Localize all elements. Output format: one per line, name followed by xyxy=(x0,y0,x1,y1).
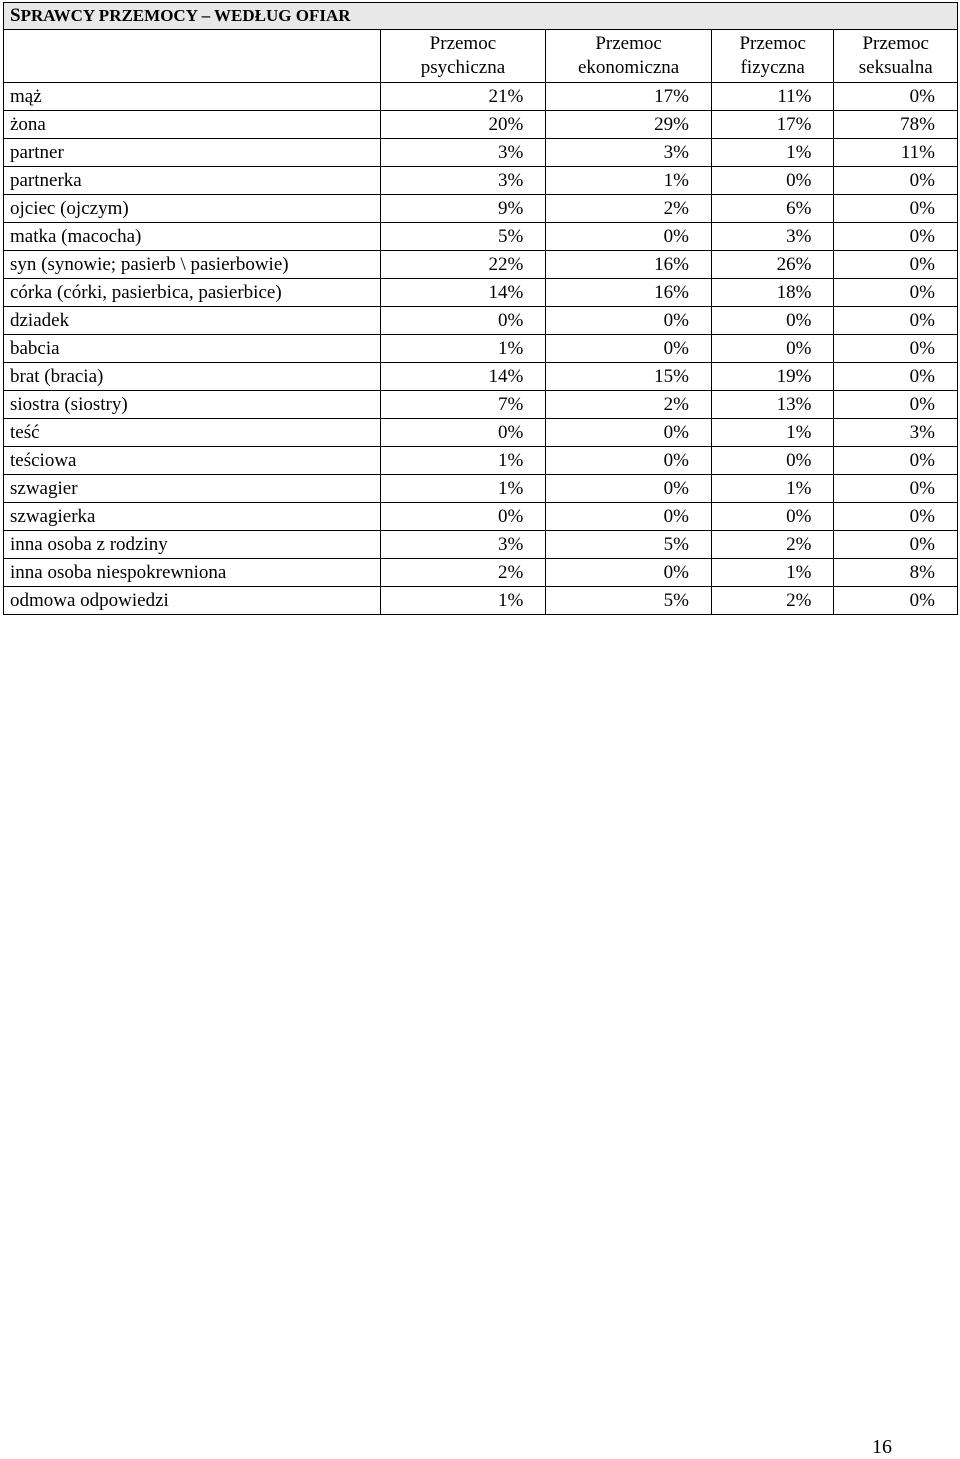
table-cell: 8% xyxy=(834,559,958,587)
table-title-initial: S xyxy=(10,5,21,26)
table-cell: 11% xyxy=(834,139,958,167)
column-header-line: Przemoc xyxy=(739,33,806,54)
column-header-line: Przemoc xyxy=(862,33,929,54)
page-number: 16 xyxy=(872,1436,892,1458)
table-cell: 17% xyxy=(546,83,712,111)
table-cell: 16% xyxy=(546,279,712,307)
header-empty-cell xyxy=(4,30,381,83)
table-cell: 14% xyxy=(380,363,546,391)
table-row xyxy=(4,195,958,223)
table-cell: 21% xyxy=(380,83,546,111)
table-row xyxy=(4,83,958,111)
table-cell: 3% xyxy=(380,139,546,167)
column-header-economic xyxy=(546,30,712,83)
table-row xyxy=(4,279,958,307)
table-cell: 0% xyxy=(711,167,834,195)
table-cell: 0% xyxy=(546,447,712,475)
table-cell: 0% xyxy=(380,503,546,531)
table-cell: 0% xyxy=(834,587,958,615)
table-row xyxy=(4,587,958,615)
table-cell: 0% xyxy=(834,335,958,363)
table-title-rest: PRAWCY PRZEMOCY – WEDŁUG OFIAR xyxy=(20,6,351,25)
table-cell: 2% xyxy=(380,559,546,587)
table-row xyxy=(4,447,958,475)
table-cell: 3% xyxy=(711,223,834,251)
table-cell: 0% xyxy=(834,363,958,391)
table-title-row xyxy=(4,3,958,30)
row-label: babcia xyxy=(4,335,381,363)
table-cell: 0% xyxy=(546,503,712,531)
table-cell: 0% xyxy=(546,475,712,503)
row-label: teść xyxy=(4,419,381,447)
table-row xyxy=(4,475,958,503)
table-cell: 2% xyxy=(546,195,712,223)
table-cell: 29% xyxy=(546,111,712,139)
column-header-line: Przemoc xyxy=(595,33,662,54)
row-label: dziadek xyxy=(4,307,381,335)
table-cell: 0% xyxy=(711,503,834,531)
table-row xyxy=(4,391,958,419)
table-cell: 5% xyxy=(546,531,712,559)
table-row xyxy=(4,419,958,447)
table-cell: 0% xyxy=(834,223,958,251)
column-header-row xyxy=(4,30,958,83)
table-cell: 2% xyxy=(546,391,712,419)
column-header-psychological xyxy=(380,30,546,83)
table-row xyxy=(4,531,958,559)
table-cell: 13% xyxy=(711,391,834,419)
table-row xyxy=(4,139,958,167)
table-cell: 0% xyxy=(546,335,712,363)
table-row xyxy=(4,167,958,195)
table-cell: 0% xyxy=(834,475,958,503)
table-cell: 0% xyxy=(834,251,958,279)
table-cell: 1% xyxy=(711,419,834,447)
table-cell: 14% xyxy=(380,279,546,307)
table-cell: 2% xyxy=(711,587,834,615)
table-cell: 0% xyxy=(834,167,958,195)
row-label: mąż xyxy=(4,83,381,111)
table-cell: 2% xyxy=(711,531,834,559)
table-cell: 6% xyxy=(711,195,834,223)
table-cell: 1% xyxy=(380,335,546,363)
row-label: córka (córki, pasierbica, pasierbice) xyxy=(4,279,381,307)
table-cell: 17% xyxy=(711,111,834,139)
table-cell: 0% xyxy=(546,419,712,447)
table-cell: 1% xyxy=(380,447,546,475)
table-cell: 0% xyxy=(546,223,712,251)
table-row xyxy=(4,223,958,251)
table-cell: 20% xyxy=(380,111,546,139)
table-cell: 0% xyxy=(834,391,958,419)
table-cell: 19% xyxy=(711,363,834,391)
row-label: partner xyxy=(4,139,381,167)
column-header-line: fizyczna xyxy=(740,57,805,78)
table-cell: 0% xyxy=(834,307,958,335)
table-cell: 18% xyxy=(711,279,834,307)
column-header-line: psychiczna xyxy=(420,57,506,78)
table-cell: 5% xyxy=(380,223,546,251)
table-cell: 78% xyxy=(834,111,958,139)
table-cell: 0% xyxy=(380,419,546,447)
row-label: inna osoba niespokrewniona xyxy=(4,559,381,587)
table-cell: 1% xyxy=(711,475,834,503)
column-header-physical xyxy=(711,30,834,83)
perpetrators-table xyxy=(3,2,958,615)
table-cell: 0% xyxy=(834,447,958,475)
row-label: teściowa xyxy=(4,447,381,475)
table-cell: 0% xyxy=(834,531,958,559)
column-header-line: ekonomiczna xyxy=(577,57,680,78)
row-label: żona xyxy=(4,111,381,139)
table-cell: 0% xyxy=(711,447,834,475)
row-label: syn (synowie; pasierb \ pasierbowie) xyxy=(4,251,381,279)
row-label: ojciec (ojczym) xyxy=(4,195,381,223)
table-cell: 16% xyxy=(546,251,712,279)
row-label: inna osoba z rodziny xyxy=(4,531,381,559)
column-header-line: seksualna xyxy=(858,57,933,78)
table-cell: 22% xyxy=(380,251,546,279)
table-cell: 0% xyxy=(546,559,712,587)
row-label: szwagierka xyxy=(4,503,381,531)
table-cell: 1% xyxy=(711,139,834,167)
table-row xyxy=(4,111,958,139)
table-row xyxy=(4,307,958,335)
table-cell: 0% xyxy=(711,335,834,363)
row-label: siostra (siostry) xyxy=(4,391,381,419)
table-cell: 0% xyxy=(380,307,546,335)
table-cell: 26% xyxy=(711,251,834,279)
table-cell: 1% xyxy=(380,587,546,615)
table-cell: 5% xyxy=(546,587,712,615)
row-label: szwagier xyxy=(4,475,381,503)
table-row xyxy=(4,335,958,363)
table-cell: 0% xyxy=(834,195,958,223)
table-cell: 3% xyxy=(380,167,546,195)
table-cell: 0% xyxy=(834,503,958,531)
table-cell: 0% xyxy=(711,307,834,335)
row-label: matka (macocha) xyxy=(4,223,381,251)
table-cell: 11% xyxy=(711,83,834,111)
row-label: brat (bracia) xyxy=(4,363,381,391)
table-cell: 1% xyxy=(711,559,834,587)
table-row xyxy=(4,363,958,391)
table-cell: 1% xyxy=(380,475,546,503)
row-label: partnerka xyxy=(4,167,381,195)
table-cell: 0% xyxy=(546,307,712,335)
table-row xyxy=(4,559,958,587)
table-cell: 0% xyxy=(834,279,958,307)
table-cell: 9% xyxy=(380,195,546,223)
table-cell: 1% xyxy=(546,167,712,195)
column-header-sexual xyxy=(834,30,958,83)
column-header-line: Przemoc xyxy=(429,33,497,54)
table-title xyxy=(4,3,958,30)
table-cell: 3% xyxy=(380,531,546,559)
table-cell: 7% xyxy=(380,391,546,419)
table-cell: 15% xyxy=(546,363,712,391)
row-label: odmowa odpowiedzi xyxy=(4,587,381,615)
table-row xyxy=(4,251,958,279)
table-cell: 0% xyxy=(834,83,958,111)
table-cell: 3% xyxy=(834,419,958,447)
table-row xyxy=(4,503,958,531)
table-cell: 3% xyxy=(546,139,712,167)
